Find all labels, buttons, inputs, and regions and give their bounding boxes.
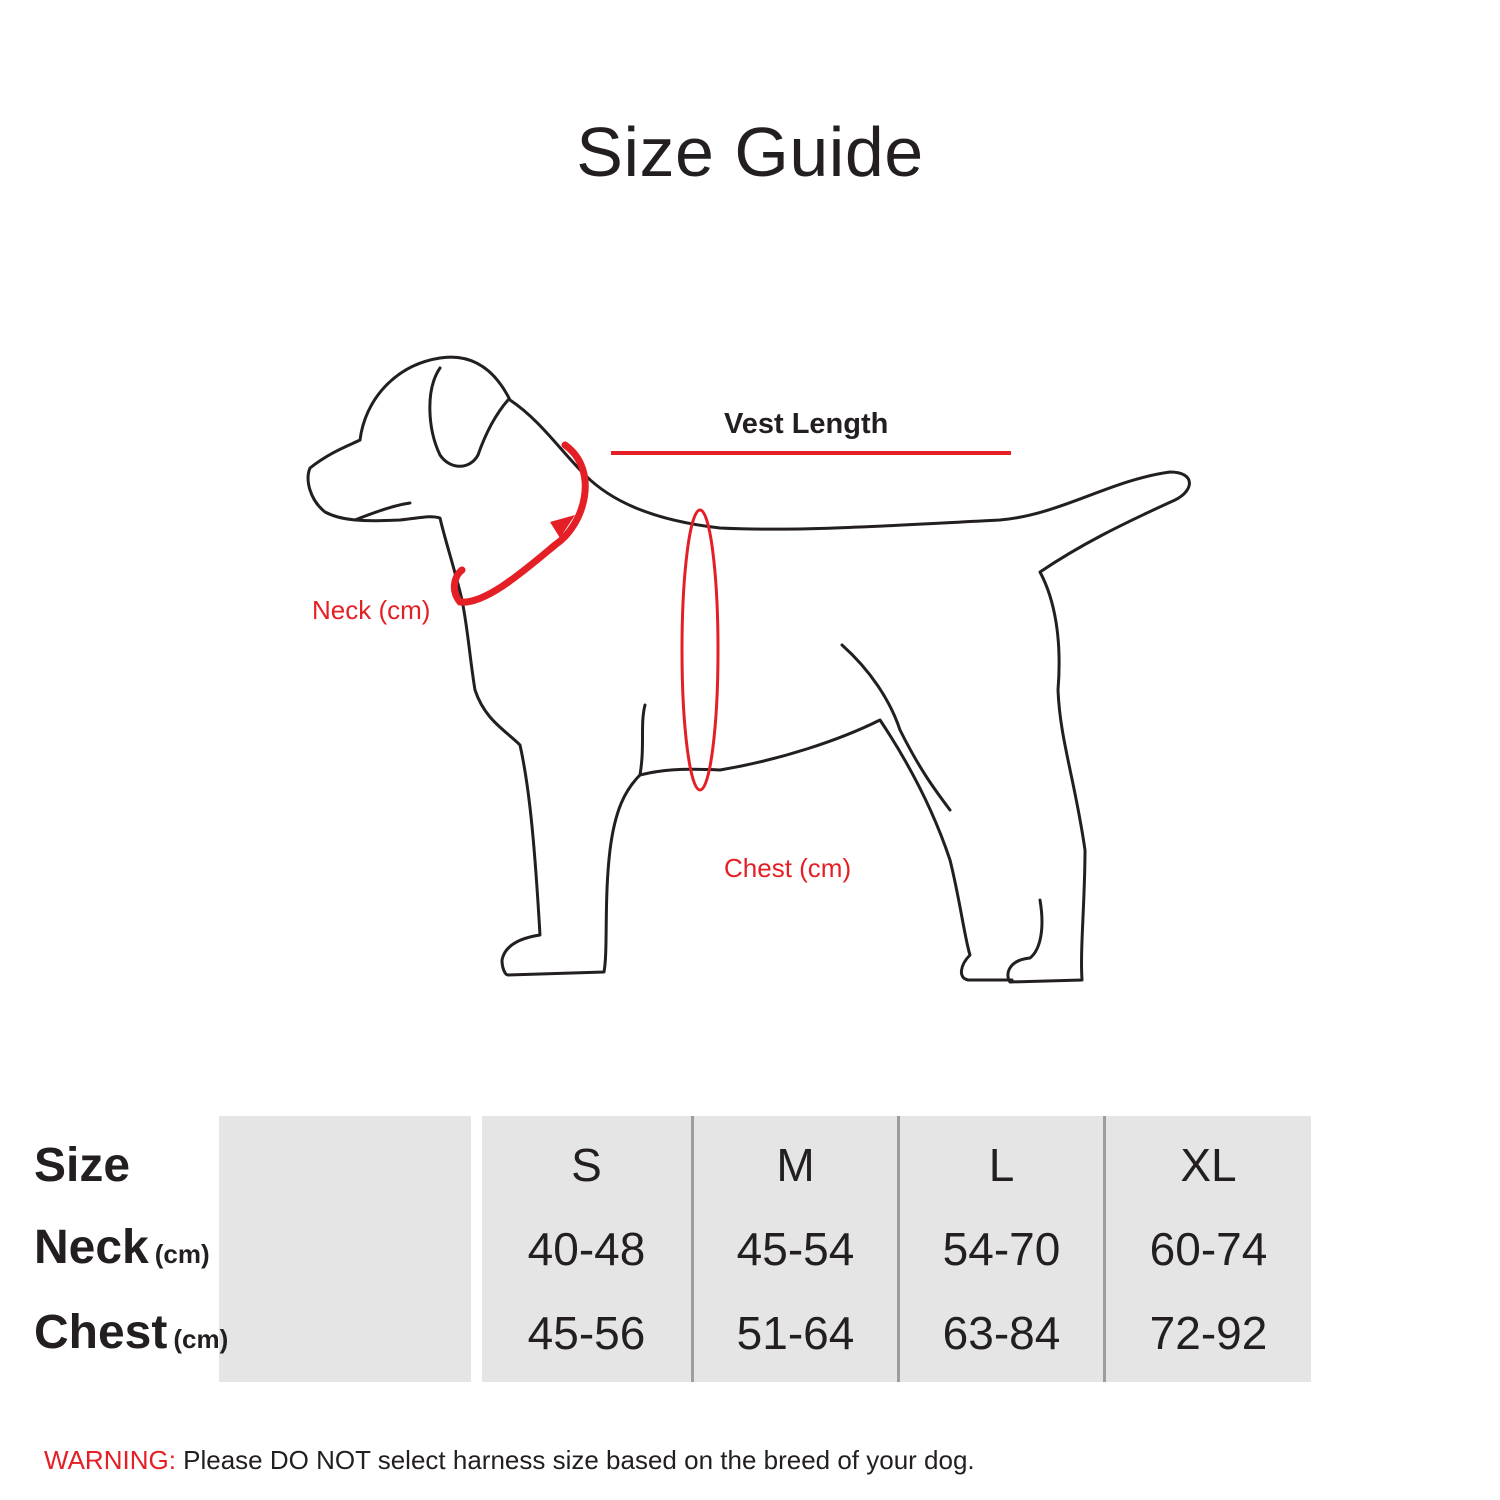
dog-ear-outline: [430, 368, 508, 466]
size-cell: L: [988, 1139, 1015, 1191]
size-table-data: [482, 1116, 1311, 1382]
size-cell: M: [776, 1139, 815, 1191]
warning-text: Please DO NOT select harness size based on the breed of your dog.: [175, 1445, 975, 1475]
size-cell: XL: [1180, 1139, 1237, 1191]
neck-label: Neck (cm): [312, 595, 431, 625]
dog-head-outline: [308, 440, 1012, 980]
chest-cell: 63-84: [942, 1307, 1061, 1359]
neck-cell: 45-54: [736, 1223, 855, 1275]
row-label-size: [34, 1139, 131, 1192]
page-title: Size Guide: [576, 113, 924, 191]
row-label-neck: [34, 1221, 210, 1274]
row-label-chest: [34, 1306, 229, 1359]
size-column-xl: [1103, 1116, 1311, 1382]
size-column-l: [897, 1116, 1103, 1382]
chest-cell: 72-92: [1149, 1307, 1268, 1359]
row-label-size-name: Size: [34, 1139, 131, 1192]
chest-cell: 45-56: [527, 1307, 646, 1359]
chest-measure-ellipse: [682, 510, 718, 790]
dog-hindleg-inner: [842, 645, 950, 810]
neck-cell: 60-74: [1149, 1223, 1268, 1275]
size-cell: S: [571, 1139, 602, 1191]
neck-cell: 40-48: [527, 1223, 646, 1275]
warning-note: [44, 1445, 975, 1476]
vest-length-label: Vest Length: [724, 408, 889, 440]
chest-cell: 51-64: [736, 1307, 855, 1359]
row-label-neck-unit: (cm): [154, 1239, 210, 1269]
dog-body-outline: [360, 357, 1189, 982]
size-table-header-column: [219, 1116, 471, 1382]
chest-label: Chest (cm): [724, 853, 852, 883]
size-column-s: [482, 1116, 691, 1382]
row-label-chest-name: Chest: [34, 1306, 168, 1359]
row-label-chest-unit: (cm): [173, 1324, 229, 1354]
neck-cell: 54-70: [942, 1223, 1061, 1275]
dog-mouth-outline: [355, 503, 410, 520]
size-column-m: [691, 1116, 897, 1382]
row-label-neck-name: Neck: [34, 1221, 149, 1274]
warning-prefix: WARNING:: [44, 1445, 176, 1475]
dog-frontleg-inner: [640, 705, 645, 775]
